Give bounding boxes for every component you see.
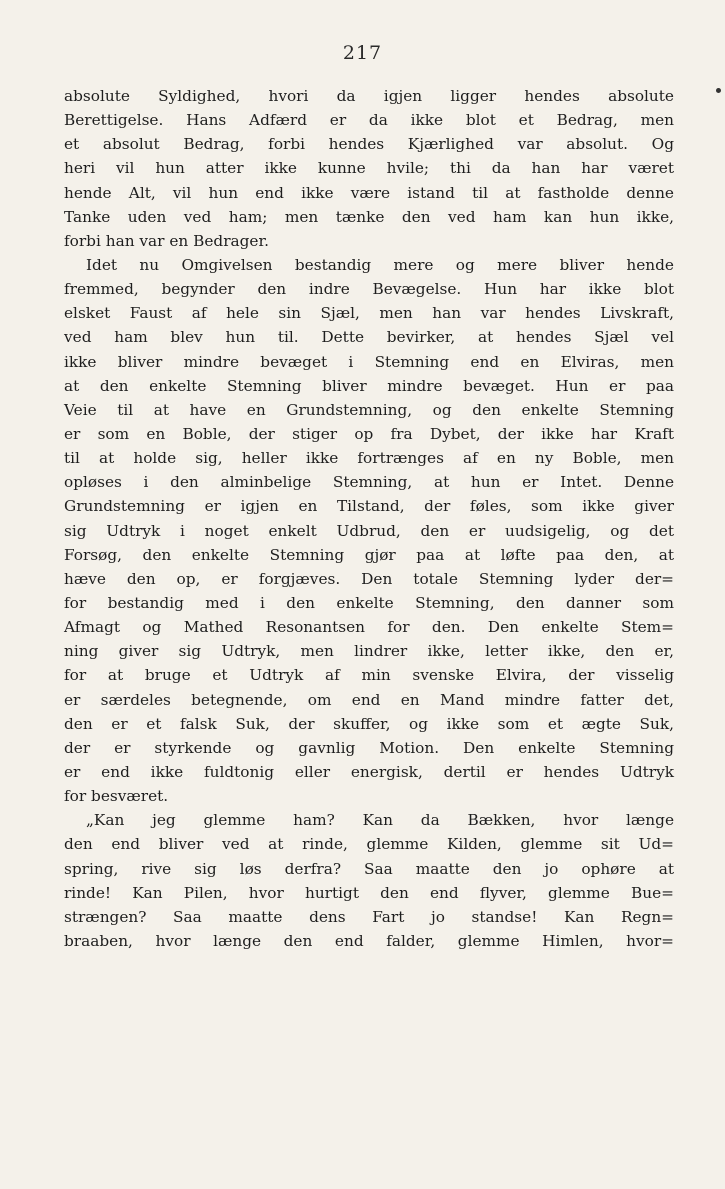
text-line: Veie til at have en Grundstemning, og den enkelte Stemning bbox=[64, 400, 674, 419]
text-line: til at holde sig, heller ikke fortrænges af en ny Boble, men bbox=[64, 449, 674, 468]
body-text bbox=[64, 84, 674, 953]
text-line: Grundstemning er igjen en Tilstand, der føles, som ikke giver bbox=[64, 497, 674, 516]
text-line: Afmagt og Mathed Resonantsen for den. Den enkelte Stem= bbox=[64, 618, 674, 637]
text-line: er end ikke fuldtonig eller energisk, dertil er hendes Udtryk bbox=[64, 762, 674, 781]
text-line: for at bruge et Udtryk af min svenske Elvira, der visselig bbox=[64, 666, 674, 685]
text-line: heri vil hun atter ikke kunne hvile; thi da han har været bbox=[64, 159, 674, 178]
text-line: braaben, hvor længe den end falder, glemme Himlen, hvor= bbox=[64, 931, 674, 950]
text-line: elsket Faust af hele sin Sjæl, men han var hendes Livskraft, bbox=[64, 304, 674, 323]
page-number: 217 bbox=[342, 42, 383, 64]
text-line: ning giver sig Udtryk, men lindrer ikke, letter ikke, den er, bbox=[64, 642, 674, 661]
text-line: opløses i den alminbelige Stemning, at hun er Intet. Denne bbox=[64, 473, 674, 492]
text-line: „Kan jeg glemme ham? Kan da Bækken, hvor længe bbox=[86, 811, 674, 830]
text-line: Idet nu Omgivelsen bestandig mere og mere bliver hende bbox=[86, 255, 674, 274]
text-line: er som en Boble, der stiger op fra Dybet, der ikke har Kraft bbox=[64, 424, 674, 443]
text-line: den er et falsk Suk, der skuffer, og ikke som et ægte Suk, bbox=[64, 714, 674, 733]
text-line: Tanke uden ved ham; men tænke den ved ham kan hun ikke, bbox=[64, 207, 674, 226]
text-line: hende Alt, vil hun end ikke være istand til at fastholde denne bbox=[64, 183, 674, 202]
text-line: Forsøg, den enkelte Stemning gjør paa at løfte paa den, at bbox=[64, 545, 674, 564]
text-line: at den enkelte Stemning bliver mindre bevæget. Hun er paa bbox=[64, 376, 674, 395]
text-line: for besværet. bbox=[64, 787, 169, 806]
text-line: sig Udtryk i noget enkelt Udbrud, den er uudsigelig, og det bbox=[64, 521, 674, 540]
text-line: spring, rive sig løs derfra? Saa maatte den jo ophøre at bbox=[64, 859, 674, 878]
text-line: for bestandig med i den enkelte Stemning, den danner som bbox=[64, 593, 674, 612]
text-line: Berettigelse. Hans Adfærd er da ikke blot et Bedrag, men bbox=[64, 111, 674, 130]
text-line: et absolut Bedrag, forbi hendes Kjærlighed var absolut. Og bbox=[64, 135, 674, 154]
text-line: strængen? Saa maatte dens Fart jo standse! Kan Regn= bbox=[64, 907, 674, 926]
text-line: den end bliver ved at rinde, glemme Kilden, glemme sit Ud= bbox=[64, 835, 674, 854]
text-line: der er styrkende og gavnlig Motion. Den enkelte Stemning bbox=[64, 738, 674, 757]
text-line: hæve den op, er forgjæves. Den totale Stemning lyder der= bbox=[64, 569, 674, 588]
text-line: rinde! Kan Pilen, hvor hurtigt den end flyver, glemme Bue= bbox=[64, 883, 674, 902]
text-line: absolute Syldighed, hvori da igjen ligger hendes absolute bbox=[64, 87, 674, 105]
text-line: forbi han var en Bedrager. bbox=[64, 231, 269, 250]
text-line: fremmed, begynder den indre Bevægelse. Hun har ikke blot bbox=[64, 280, 674, 299]
text-line: er særdeles betegnende, om end en Mand mindre fatter det, bbox=[64, 690, 674, 709]
text-line: ved ham blev hun til. Dette bevirker, at hendes Sjæl vel bbox=[64, 328, 674, 347]
text-line: ikke bliver mindre bevæget i Stemning end en Elviras, men bbox=[64, 352, 674, 371]
margin-dot bbox=[716, 88, 721, 93]
